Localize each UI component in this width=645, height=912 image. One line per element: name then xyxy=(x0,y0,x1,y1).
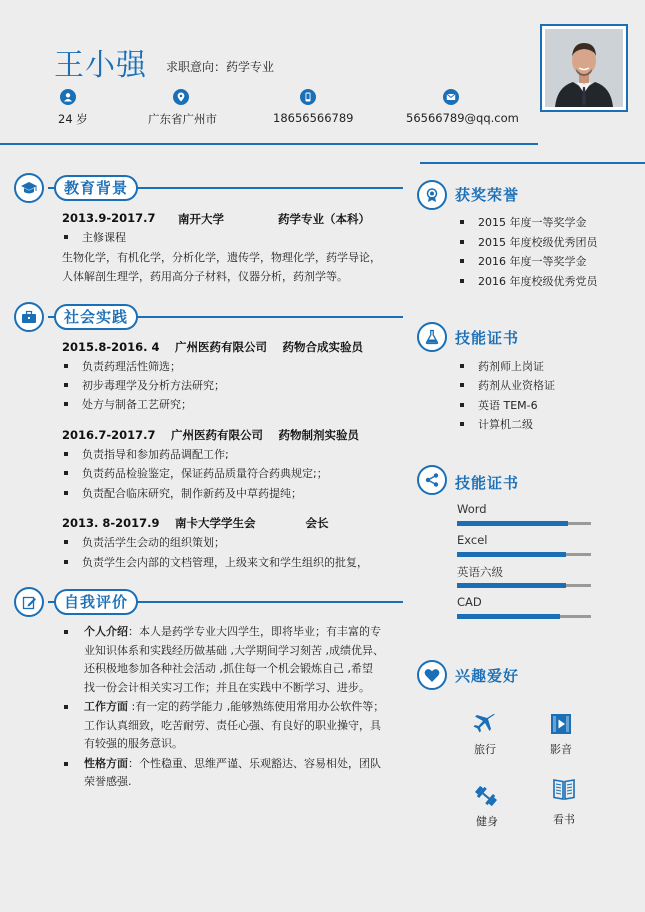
skill-row xyxy=(457,502,591,533)
award-item: 2016 年度一等奖学金 xyxy=(458,252,587,272)
practice-entry-2-item: 负责配合临床研究，制作新药及中草药提纯； xyxy=(62,484,302,504)
job-intent: 求职意向：药学专业 xyxy=(166,60,275,74)
education-major: 药学专业（本科） xyxy=(278,212,370,226)
book-icon xyxy=(552,778,576,804)
evaluation-line: 还积极地参加各种社会活动 ,抓住每一个机会锻炼自己 ,希望 xyxy=(84,662,373,675)
hobby-label: 影音 xyxy=(550,743,572,756)
evaluation-item-character xyxy=(62,755,402,792)
award-item: 2016 年度校级优秀党员 xyxy=(458,272,598,292)
evaluation-head: 工作方面 xyxy=(84,700,128,713)
skill-name: CAD xyxy=(457,595,482,609)
education-bullet: 主修课程 xyxy=(62,228,126,248)
skill-bar-fill xyxy=(457,614,560,619)
skill-name: 英语六级 xyxy=(457,565,503,579)
practice-entry-1-item: 处方与制备工艺研究； xyxy=(62,395,192,415)
skill-bar-track xyxy=(457,584,591,587)
edit-icon xyxy=(14,587,44,617)
header-divider-left xyxy=(0,143,538,145)
awards-title: 获奖荣誉 xyxy=(455,186,520,204)
skill-row xyxy=(457,564,591,595)
evaluation-line: ：本人是药学专业大四学生，即将毕业；有丰富的专 xyxy=(128,625,381,638)
heart-icon xyxy=(417,660,447,690)
airplane-icon xyxy=(472,713,496,739)
dumbbell-icon xyxy=(473,784,499,812)
profile-photo xyxy=(540,24,628,112)
award-item: 2015 年度校级优秀团员 xyxy=(458,233,598,253)
skill-bar-track xyxy=(457,615,591,618)
practice-entry-2-item: 负责指导和参加药品调配工作; xyxy=(62,445,229,465)
phone-value: 18656566789 xyxy=(273,111,354,125)
cert-item: 英语 TEM-6 xyxy=(458,396,538,416)
skill-row xyxy=(457,533,591,564)
evaluation-item-personal xyxy=(62,623,402,697)
age-value: 24 岁 xyxy=(58,112,88,126)
cert-item: 药剂从业资格证 xyxy=(458,376,555,396)
skills-title: 技能证书 xyxy=(455,474,520,492)
skill-bar-track xyxy=(457,522,591,525)
evaluation-line: 荣誉感强. xyxy=(84,775,132,788)
education-school: 南开大学 xyxy=(178,212,224,226)
skill-bar-fill xyxy=(457,552,566,557)
evaluation-head: 性格方面 xyxy=(84,756,128,770)
evaluation-line: :有一定的药学能力 ,能够熟练使用常用办公软件等； xyxy=(128,700,385,713)
skill-name: Excel xyxy=(457,533,488,547)
practice-entry-1-head: 2015.8-2016. 4 广州医药有限公司 药物合成实验员 xyxy=(62,340,364,354)
practice-entry-1-item: 初步毒理学及分析方法研究； xyxy=(62,376,225,396)
hobby-label: 旅行 xyxy=(474,743,496,756)
education-period: 2013.9-2017.7 xyxy=(62,211,156,225)
medal-icon xyxy=(417,180,447,210)
film-icon xyxy=(550,713,572,739)
mail-icon xyxy=(443,89,459,105)
evaluation-line: 业知识体系和实践经历做基础 ,大学期间学习刻苦 ,成绩优异、 xyxy=(84,643,384,657)
certs-title: 技能证书 xyxy=(455,329,520,347)
practice-entry-1-item: 负责药理活性筛选； xyxy=(62,357,181,377)
evaluation-line: ：个性稳重、思维严谨、乐观豁达、容易相处，团队 xyxy=(128,756,381,770)
email-value: 56566789@qq.com xyxy=(406,111,519,125)
practice-entry-3-item: 负责学生会内部的文档管理，上级来文和学生组织的批复， xyxy=(62,553,368,573)
education-courses-line2: 人体解剖生理学，药用高分子材料，仪器分析，药剂学等。 xyxy=(62,270,348,283)
practice-title: 社会实践 xyxy=(54,304,138,330)
education-title: 教育背景 xyxy=(54,175,138,201)
phone-icon xyxy=(300,89,316,105)
skill-bar-fill xyxy=(457,521,568,526)
header-divider-right xyxy=(420,162,645,164)
flask-icon xyxy=(417,322,447,352)
skills-list xyxy=(457,502,591,626)
location-value: 广东省广州市 xyxy=(148,112,217,126)
share-icon xyxy=(417,465,447,495)
briefcase-icon xyxy=(14,302,44,332)
cert-item: 计算机二级 xyxy=(458,415,533,435)
user-icon xyxy=(60,89,76,105)
evaluation-item-work xyxy=(62,698,402,754)
practice-entry-3-head: 2013. 8-2017.9 南卡大学学生会 会长 xyxy=(62,516,329,530)
award-item: 2015 年度一等奖学金 xyxy=(458,213,587,233)
candidate-name: 王小强 xyxy=(54,48,147,83)
evaluation-line: 找一份会计相关实习工作；并且在实践中不断学习、进步。 xyxy=(84,680,370,694)
hobbies-title: 兴趣爱好 xyxy=(455,667,520,685)
hobby-label: 健身 xyxy=(476,815,498,828)
hobby-label: 看书 xyxy=(553,813,575,826)
practice-entry-2-head: 2016.7-2017.7 广州医药有限公司 药物制剂实验员 xyxy=(62,428,360,442)
graduation-cap-icon xyxy=(14,173,44,203)
evaluation-line: 有较强的服务意识。 xyxy=(84,737,183,750)
skill-bar-track xyxy=(457,553,591,556)
skill-name: Word xyxy=(457,502,487,516)
education-courses-line1: 生物化学，有机化学，分析化学，遗传学，物理化学，药学导论， xyxy=(62,251,381,264)
cert-item: 药剂师上岗证 xyxy=(458,357,544,377)
evaluation-title: 自我评价 xyxy=(54,589,138,615)
skill-bar-fill xyxy=(457,583,566,588)
practice-entry-3-item: 负责活学生会动的组织策划； xyxy=(62,533,225,553)
evaluation-head: 个人介绍 xyxy=(84,625,128,638)
skill-row xyxy=(457,595,591,626)
evaluation-line: 工作认真细致，吃苦耐劳、责任心强、有良好的职业操守，具 xyxy=(84,718,381,732)
practice-entry-2-item: 负责药品检验鉴定，保证药品质量符合药典规定;； xyxy=(62,464,328,484)
evaluation-list xyxy=(62,623,402,792)
location-icon xyxy=(173,89,189,105)
